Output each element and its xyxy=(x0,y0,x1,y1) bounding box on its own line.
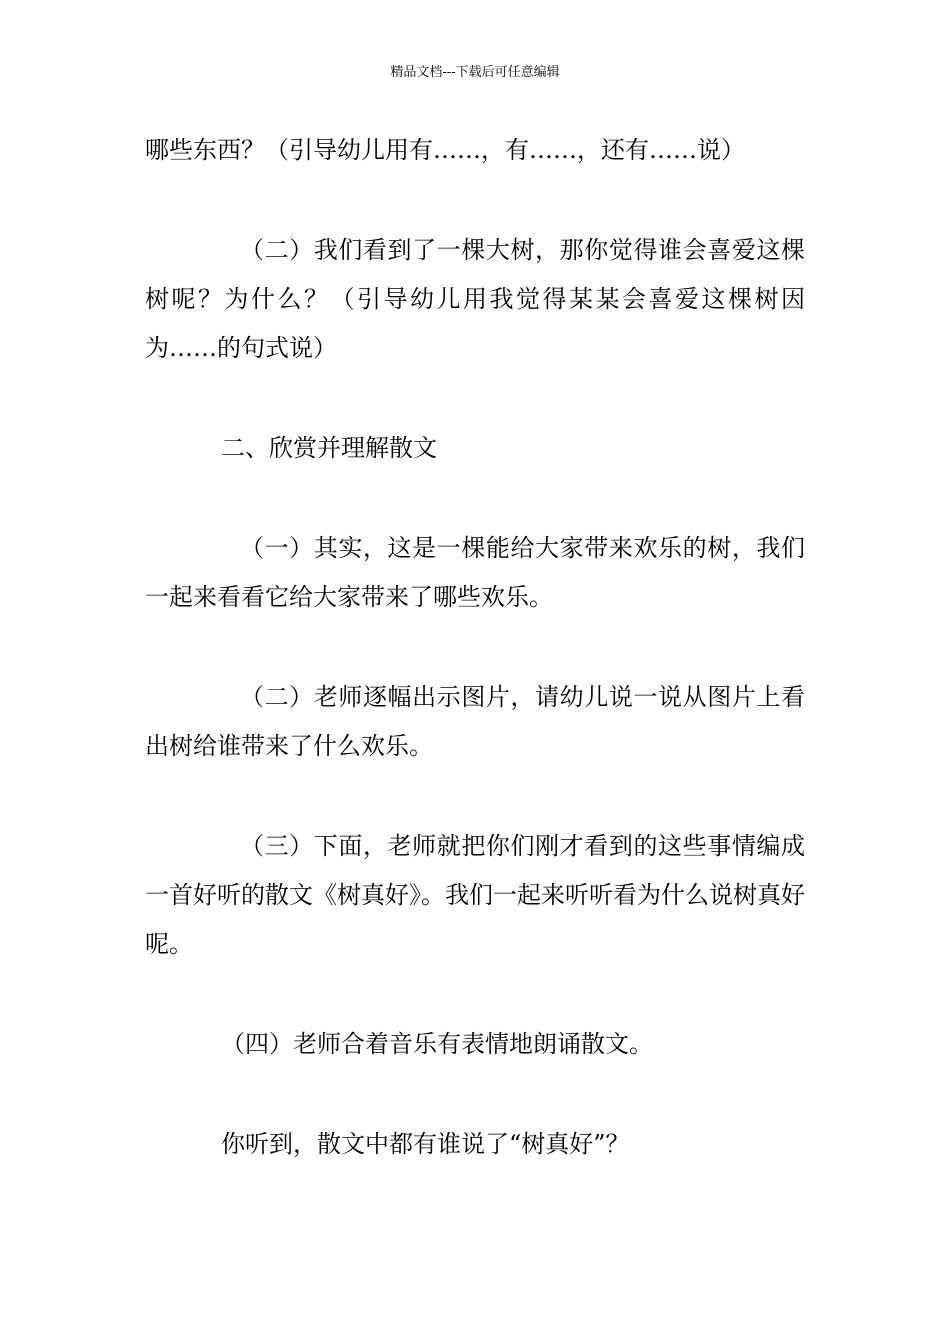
document-body xyxy=(145,126,805,1169)
page-header: 精品文档---下载后可任意编辑 xyxy=(390,65,560,80)
paragraph-continuation: 哪些东西？（引导幼儿用有……，有……，还有……说） xyxy=(145,136,745,164)
paragraph-step-2: （二）老师逐幅出示图片，请幼儿说一说从图片上看出树给谁带来了什么欢乐。 xyxy=(145,683,805,760)
paragraph-question-final: 你听到，散文中都有谁说了“树真好”？ xyxy=(221,1130,630,1158)
paragraph-question-2: （二）我们看到了一棵大树，那你觉得谁会喜爱这棵树呢？为什么？（引导幼儿用我觉得某某会喜爱这棵树因为……的句式说） xyxy=(145,236,805,362)
paragraph-step-4: （四）老师合着音乐有表情地朗诵散文。 xyxy=(221,1030,653,1058)
paragraph-step-1: （一）其实，这是一棵能给大家带来欢乐的树，我们一起来看看它给大家带来了哪些欢乐。 xyxy=(145,534,805,611)
section-heading: 二、欣赏并理解散文 xyxy=(221,434,437,462)
paragraph-step-3: （三）下面，老师就把你们刚才看到的这些事情编成一首好听的散文《树真好》。我们一起来听听看为什么说树真好呢。 xyxy=(145,832,805,958)
